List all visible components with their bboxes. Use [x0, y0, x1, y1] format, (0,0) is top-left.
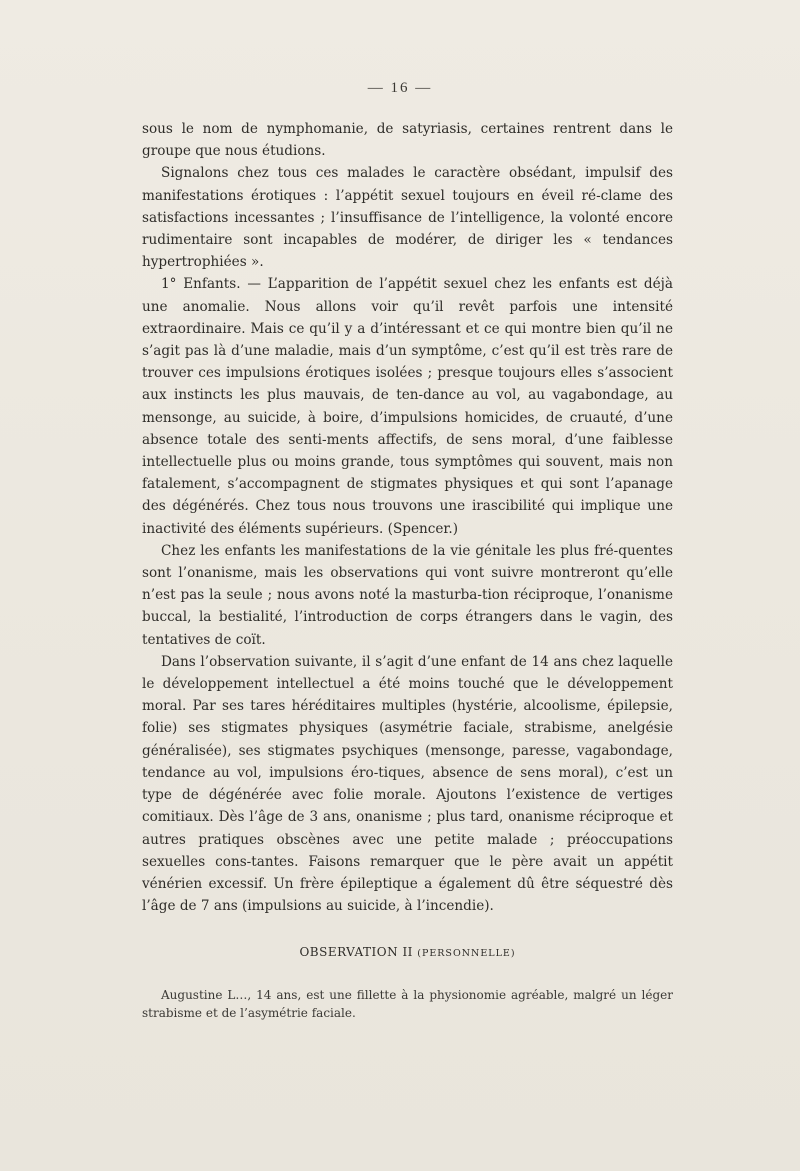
paragraph-3: 1° Enfants. — L’apparition de l’appétit sexuel chez les enfants est déjà une anomalie. Nous allons voir qu’il revêt parfois une intensité extraordinaire. Mais ce qu’il y a d’intéressant et ce qui montre bien qu’il ne s’agit pas là d’une maladie, mais d’un symptôme, c’est qu’il est très rare de trouver ces impulsions érotiques isolées ; presque toujours elles s’associent aux instincts les plus mauvais, de ten-dance au vol, au vagabondage, au mensonge, au suicide, à boire, d’impulsions homicides, de cruauté, d’une absence totale des senti-ments affectifs, de sens moral, d’une faiblesse intellectuelle plus ou moins grande, tous symptômes qui souvent, mais non fatalement, s’accompagnent de stigmates physiques et qui sont l’apanage des dégénérés. Chez tous nous trouvons une irascibilité qui implique une inactivité des éléments supérieurs. (Spencer.) — [142, 276, 673, 537]
observation-title: OBSERVATION II — [299, 945, 413, 959]
case-paragraph: Augustine L…, 14 ans, est une fillette à la physionomie agréable, malgré un léger strabisme et de l’asymétrie faciale. — [142, 988, 673, 1020]
body-text — [142, 118, 673, 917]
paragraph-2: Signalons chez tous ces malades le caractère obsédant, impulsif des manifestations érotiques : l’appétit sexuel toujours en éveil ré-clame des satisfactions incessantes ; l’insuffisance de l’intelligence, la volonté encore rudimentaire sont incapables de modérer, de diriger les « tendances hypertrophiées ». — [142, 165, 673, 271]
page-number: — 16 — — [367, 80, 433, 96]
observation-qualifier: (PERSONNELLE) — [417, 948, 516, 959]
case-text — [142, 986, 673, 1022]
paragraph-1: sous le nom de nymphomanie, de satyriasis, certaines rentrent dans le groupe que nous étudions. — [142, 121, 673, 160]
paragraph-5: Dans l’observation suivante, il s’agit d’une enfant de 14 ans chez laquelle le développement intellectuel a été moins touché que le développement moral. Par ses tares héréditaires multiples (hystérie, alcoolisme, épilepsie, folie) ses stigmates physiques (asymétrie faciale, strabisme, anelgésie généralisée), ses stigmates psychiques (mensonge, paresse, vagabondage, tendance au vol, impulsions éro-tiques, absence de sens moral), c’est un type de dégénérée avec folie morale. Ajoutons l’existence de vertiges comitiaux. Dès l’âge de 3 ans, onanisme ; plus tard, onanisme réciproque et autres pratiques obscènes avec une petite malade ; préoccupations sexuelles cons-tantes. Faisons remarquer que le père avait un appétit vénérien excessif. Un frère épileptique a également dû être séquestré dès l’âge de 7 ans (impulsions au suicide, à l’incendie). — [142, 653, 673, 915]
observation-heading — [142, 945, 673, 959]
paragraph-4: Chez les enfants les manifestations de la vie génitale les plus fré-quentes sont l’onanisme, mais les observations qui vont suivre montreront qu’elle n’est pas la seule ; nous avons noté la masturba-tion réciproque, l’onanisme buccal, la bestialité, l’introduction de corps étrangers dans le vagin, des tentatives de coït. — [142, 542, 673, 648]
